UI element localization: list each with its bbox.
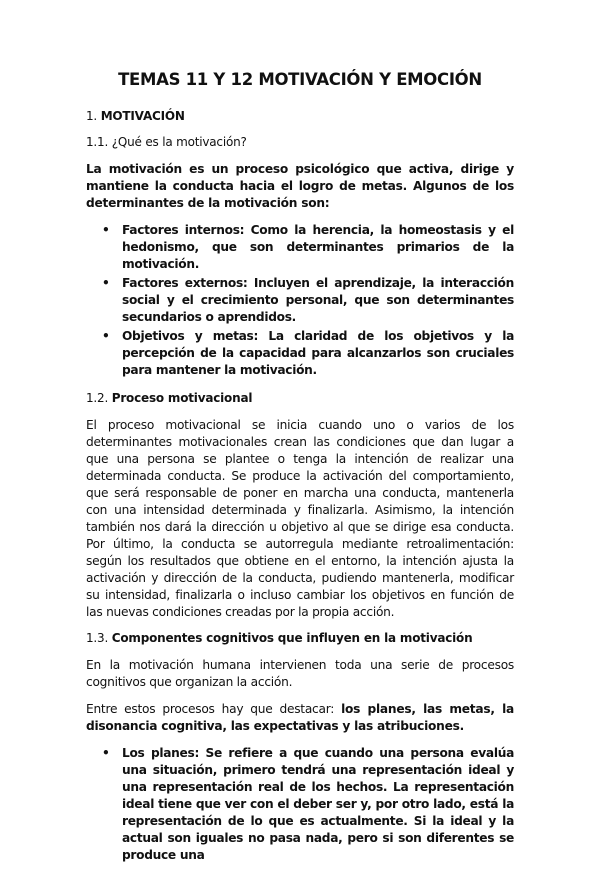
highlight-paragraph <box>86 701 514 735</box>
section-1-heading <box>86 109 514 123</box>
list-item-text: Los planes: Se refiere a que cuando una persona evalúa una situación, primero tendrá una representación ideal y una representación real de los hechos. La representación ideal tiene que ver con el deber ser y, por otro lado, está la representación de lo que es actualmente. Si la ideal y la actual son iguales no pasa nada, pero si son diferentes se produce una <box>122 746 514 862</box>
document-title: TEMAS 11 Y 12 MOTIVACIÓN Y EMOCIÓN <box>118 70 482 89</box>
cognitive-paragraph: En la motivación humana intervienen toda una serie de procesos cognitivos que organizan la acción. <box>86 658 514 689</box>
section-1-3-number: 1.3. <box>86 631 109 645</box>
section-1-number: 1. <box>86 109 98 123</box>
intro-paragraph: La motivación es un proceso psicológico que activa, dirige y mantiene la conducta hacia el logro de metas. Algunos de los determinantes de la motivación son: <box>86 162 514 210</box>
section-1-label: MOTIVACIÓN <box>100 109 185 123</box>
highlight-lead: Entre estos procesos hay que destacar: <box>86 702 342 716</box>
list-item <box>102 222 514 273</box>
bullet-icon: • <box>102 276 110 290</box>
list-item-text: Factores internos: Como la herencia, la homeostasis y el hedonismo, que son determinantes primarios de la motivación. <box>122 223 514 271</box>
section-1-1-number: 1.1. <box>86 135 109 149</box>
bullet-icon: • <box>102 746 110 760</box>
section-1-1-label: ¿Qué es la motivación? <box>111 135 247 149</box>
list-item-text: Objetivos y metas: La claridad de los objetivos y la percepción de la capacidad para alcanzarlos son cruciales para mantener la motivación. <box>122 329 514 377</box>
list-item <box>102 745 514 864</box>
section-1-1-heading <box>86 135 514 149</box>
section-1-2-label: Proceso motivacional <box>111 391 253 405</box>
list-item <box>102 328 514 379</box>
highlight-bold: los planes, las metas, la disonancia cognitiva, las expectativas y las atribuciones. <box>86 702 514 733</box>
process-paragraph: El proceso motivacional se inicia cuando uno o varios de los determinantes motivacionales crean las condiciones que dan lugar a que una persona se plantee o tenga la intención de realizar una determinada conducta. Se produce la activación del comportamiento, que será responsable de poner en marcha una conducta, mantenerla con una intensidad determinada y finalizarla. Asimismo, la intención también nos dará la dirección u objetivo al que se dirige esa conducta. Por último, la conducta se autorregula mediante retroalimentación: según los resultados que obtiene en el entorno, la intención ajusta la activación y dirección de la conducta, pudiendo mantenerla, modificar su intensidad, finalizarla o incluso cambiar los objetivos en función de las nuevas condiciones creadas por la propia acción. <box>86 418 514 619</box>
determinants-list <box>86 222 514 379</box>
list-item-text: Factores externos: Incluyen el aprendizaje, la interacción social y el crecimiento personal, que son determinantes secundarios o aprendidos. <box>122 276 514 324</box>
section-1-3-heading <box>86 631 514 645</box>
bullet-icon: • <box>102 329 110 343</box>
bullet-icon: • <box>102 223 110 237</box>
list-item <box>102 275 514 326</box>
document-page <box>86 70 514 876</box>
section-1-2-number: 1.2. <box>86 391 109 405</box>
cognitive-list <box>86 745 514 864</box>
section-1-2-heading <box>86 391 514 405</box>
section-1-3-label: Componentes cognitivos que influyen en la motivación <box>111 631 473 645</box>
